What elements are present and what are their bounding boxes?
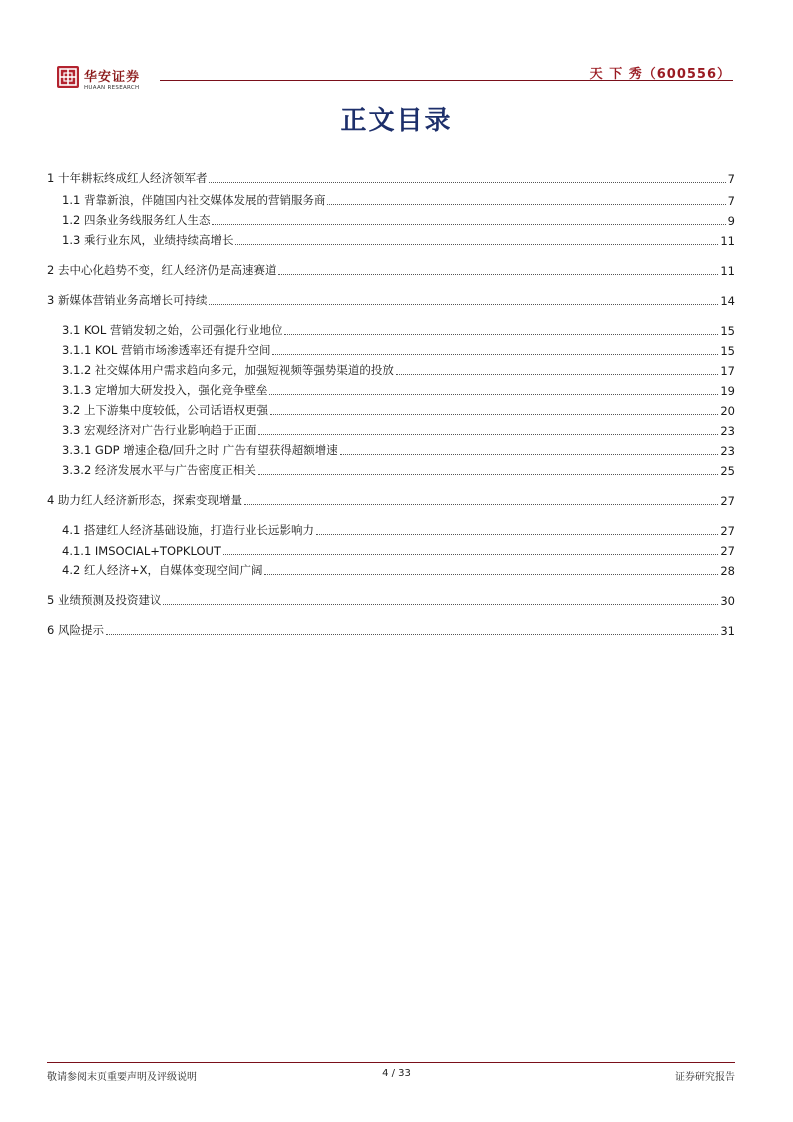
toc-entry[interactable] xyxy=(47,398,735,418)
toc-dot-leader xyxy=(278,274,718,275)
toc-entry-label: 5 业绩预测及投资建议 xyxy=(47,593,162,607)
toc-entry-page: 7 xyxy=(727,194,735,208)
toc-entry[interactable] xyxy=(47,538,735,558)
toc-entry-page: 30 xyxy=(720,594,735,608)
toc-entry-label: 3.2 上下游集中度较低，公司话语权更强 xyxy=(62,403,268,417)
toc-entry[interactable] xyxy=(47,338,735,358)
toc-entry[interactable] xyxy=(47,166,735,186)
toc-entry-label: 3.1.2 社交媒体用户需求趋向多元，加强短视频等强势渠道的投放 xyxy=(62,363,394,377)
toc-entry-label: 2 去中心化趋势不变，红人经济仍是高速赛道 xyxy=(47,263,277,277)
logo-text-cn: 华安证券 xyxy=(84,70,141,85)
footer-disclaimer: 敬请参阅末页重要声明及评级说明 xyxy=(47,1072,197,1083)
toc-dot-leader xyxy=(396,374,718,375)
toc-entry[interactable] xyxy=(47,588,735,608)
toc-dot-leader xyxy=(284,334,718,335)
toc-dot-leader xyxy=(223,554,718,555)
toc-entry-label: 3 新媒体营销业务高增长可持续 xyxy=(47,293,208,307)
toc-entry[interactable] xyxy=(47,188,735,208)
toc-dot-leader xyxy=(270,414,718,415)
toc-entry-page: 27 xyxy=(720,544,735,558)
toc-entry[interactable] xyxy=(47,438,735,458)
toc-entry-page: 27 xyxy=(720,524,735,538)
toc-entry-label: 4.1.1 IMSOCIAL+TOPKLOUT xyxy=(62,544,221,558)
toc-entry-label: 1.3 乘行业东风，业绩持续高增长 xyxy=(62,233,234,247)
toc-entry[interactable] xyxy=(47,488,735,508)
toc-entry-page: 14 xyxy=(720,294,735,308)
toc-dot-leader xyxy=(212,224,725,225)
toc-entry-page: 23 xyxy=(720,424,735,438)
toc-entry[interactable] xyxy=(47,258,735,278)
toc-entry-label: 3.1.1 KOL 营销市场渗透率还有提升空间 xyxy=(62,343,271,357)
toc-dot-leader xyxy=(264,574,718,575)
huaan-seal-icon xyxy=(57,66,79,88)
page-title: 正文目录 xyxy=(340,106,453,136)
toc-dot-leader xyxy=(316,534,718,535)
toc-entry[interactable] xyxy=(47,518,735,538)
toc-entry-page: 15 xyxy=(720,324,735,338)
footer-divider xyxy=(47,1062,735,1063)
toc-dot-leader xyxy=(106,634,718,635)
toc-entry[interactable] xyxy=(47,558,735,578)
company-ticker: 天 下 秀（600556） xyxy=(589,67,731,82)
toc-entry[interactable] xyxy=(47,458,735,478)
toc-entry[interactable] xyxy=(47,288,735,308)
toc-dot-leader xyxy=(258,434,718,435)
toc-entry-page: 17 xyxy=(720,364,735,378)
toc-entry-label: 4.1 搭建红人经济基础设施，打造行业长远影响力 xyxy=(62,523,314,537)
toc-entry[interactable] xyxy=(47,208,735,228)
toc-entry-page: 28 xyxy=(720,564,735,578)
toc-dot-leader xyxy=(209,182,725,183)
toc-entry-label: 4.2 红人经济+X，自媒体变现空间广阔 xyxy=(62,563,263,577)
toc-dot-leader xyxy=(272,354,718,355)
toc-entry[interactable] xyxy=(47,618,735,638)
toc-entry-page: 7 xyxy=(727,172,735,186)
toc-entry-label: 3.1.3 定增加大研发投入，强化竞争壁垒 xyxy=(62,383,268,397)
report-type: 证券研究报告 xyxy=(675,1072,735,1083)
toc-entry-page: 27 xyxy=(720,494,735,508)
toc-entry-label: 3.3.2 经济发展水平与广告密度正相关 xyxy=(62,463,256,477)
toc-dot-leader xyxy=(327,204,725,205)
toc-entry-page: 15 xyxy=(720,344,735,358)
toc-entry-page: 9 xyxy=(727,214,735,228)
toc-dot-leader xyxy=(244,504,718,505)
page-number: 4 / 33 xyxy=(382,1068,411,1079)
toc-entry-page: 20 xyxy=(720,404,735,418)
toc-entry-label: 3.3 宏观经济对广告行业影响趋于正面 xyxy=(62,423,257,437)
toc-entry-label: 4 助力红人经济新形态，探索变现增量 xyxy=(47,493,242,507)
toc-entry[interactable] xyxy=(47,358,735,378)
toc-entry[interactable] xyxy=(47,318,735,338)
toc-entry-page: 31 xyxy=(720,624,735,638)
toc-entry-label: 3.3.1 GDP 增速企稳/回升之时 广告有望获得超额增速 xyxy=(62,443,338,457)
toc-dot-leader xyxy=(258,474,718,475)
toc-entry-label: 3.1 KOL 营销发轫之始，公司强化行业地位 xyxy=(62,323,283,337)
toc-entry-label: 1.1 背靠新浪，伴随国内社交媒体发展的营销服务商 xyxy=(62,193,326,207)
toc-entry-label: 6 风险提示 xyxy=(47,623,104,637)
toc-entry[interactable] xyxy=(47,418,735,438)
toc-entry-page: 25 xyxy=(720,464,735,478)
logo-text-en: HUAAN RESEARCH xyxy=(84,85,140,91)
toc-entry-label: 1.2 四条业务线服务红人生态 xyxy=(62,213,211,227)
toc-entry-page: 11 xyxy=(720,234,735,248)
toc-dot-leader xyxy=(340,454,719,455)
page-header xyxy=(0,0,793,100)
toc-entry-page: 23 xyxy=(720,444,735,458)
huaan-logo xyxy=(57,64,157,96)
toc-entry[interactable] xyxy=(47,378,735,398)
toc-dot-leader xyxy=(163,604,718,605)
toc-dot-leader xyxy=(209,304,718,305)
toc-dot-leader xyxy=(235,244,718,245)
toc-entry-label: 1 十年耕耘终成红人经济领军者 xyxy=(47,171,208,185)
toc-entry-page: 11 xyxy=(720,264,735,278)
toc-dot-leader xyxy=(269,394,718,395)
toc-entry[interactable] xyxy=(47,228,735,248)
toc-entry-page: 19 xyxy=(720,384,735,398)
